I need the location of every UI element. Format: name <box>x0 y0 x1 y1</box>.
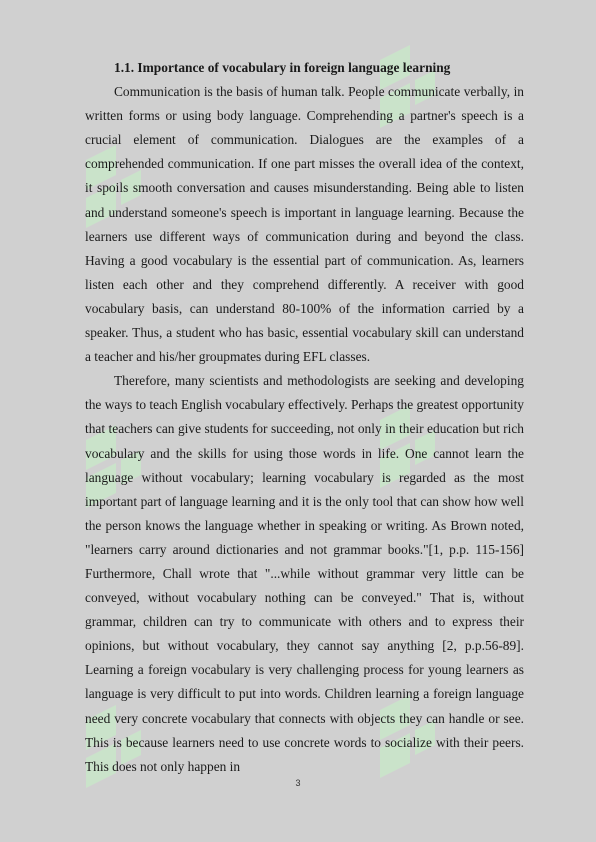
section-heading: 1.1. Importance of vocabulary in foreign language learning <box>114 60 451 75</box>
document-body <box>85 56 524 779</box>
page-number: 3 <box>295 778 301 788</box>
paragraph-1: Communication is the basis of human talk. People communicate verbally, in written forms or using body language. Comprehending a partner's speech is a crucial element of communication. Dialogues are the examples of a comprehended communication. If one part misses the overall idea of the context, it spoils smooth conversation and causes misunderstanding. Being able to listen and understand someone's speech is important in language learning. Because the learners use different ways of communication during and beyond the class. Having a good vocabulary is the essential part of communication. As, learners listen each other and they comprehend differently. A receiver with good vocabulary basis, can understand 80-100% of the information carried by a speaker. Thus, a student who has basic, essential vocabulary skill can understand a teacher and his/her groupmates during EFL classes. <box>85 84 524 365</box>
paragraph-2: Therefore, many scientists and methodologists are seeking and developing the ways to teach English vocabulary effectively. Perhaps the greatest opportunity that teachers can give students for succeeding, not only in their education but rich vocabulary and the skills for using those words in life. One cannot learn the language without vocabulary; learning vocabulary is regarded as the most important part of language learning and it is the only tool that can show how well the person knows the language whether in speaking or writing. As Brown noted, "learners carry around dictionaries and not grammar books."[1, p.p. 115-156] Furthermore, Chall wrote that "...while without grammar very little can be conveyed, without vocabulary nothing can be conveyed." That is, without grammar, children can try to communicate with others and to express their opinions, but without vocabulary, they cannot say anything [2, p.p.56-89]. Learning a foreign vocabulary is very challenging process for young learners as language is very difficult to put into words. Children learning a foreign language need very concrete vocabulary that connects with objects they can handle or see. This is because learners need to use concrete words to socialize with their peers. This does not only happen in <box>85 373 524 774</box>
